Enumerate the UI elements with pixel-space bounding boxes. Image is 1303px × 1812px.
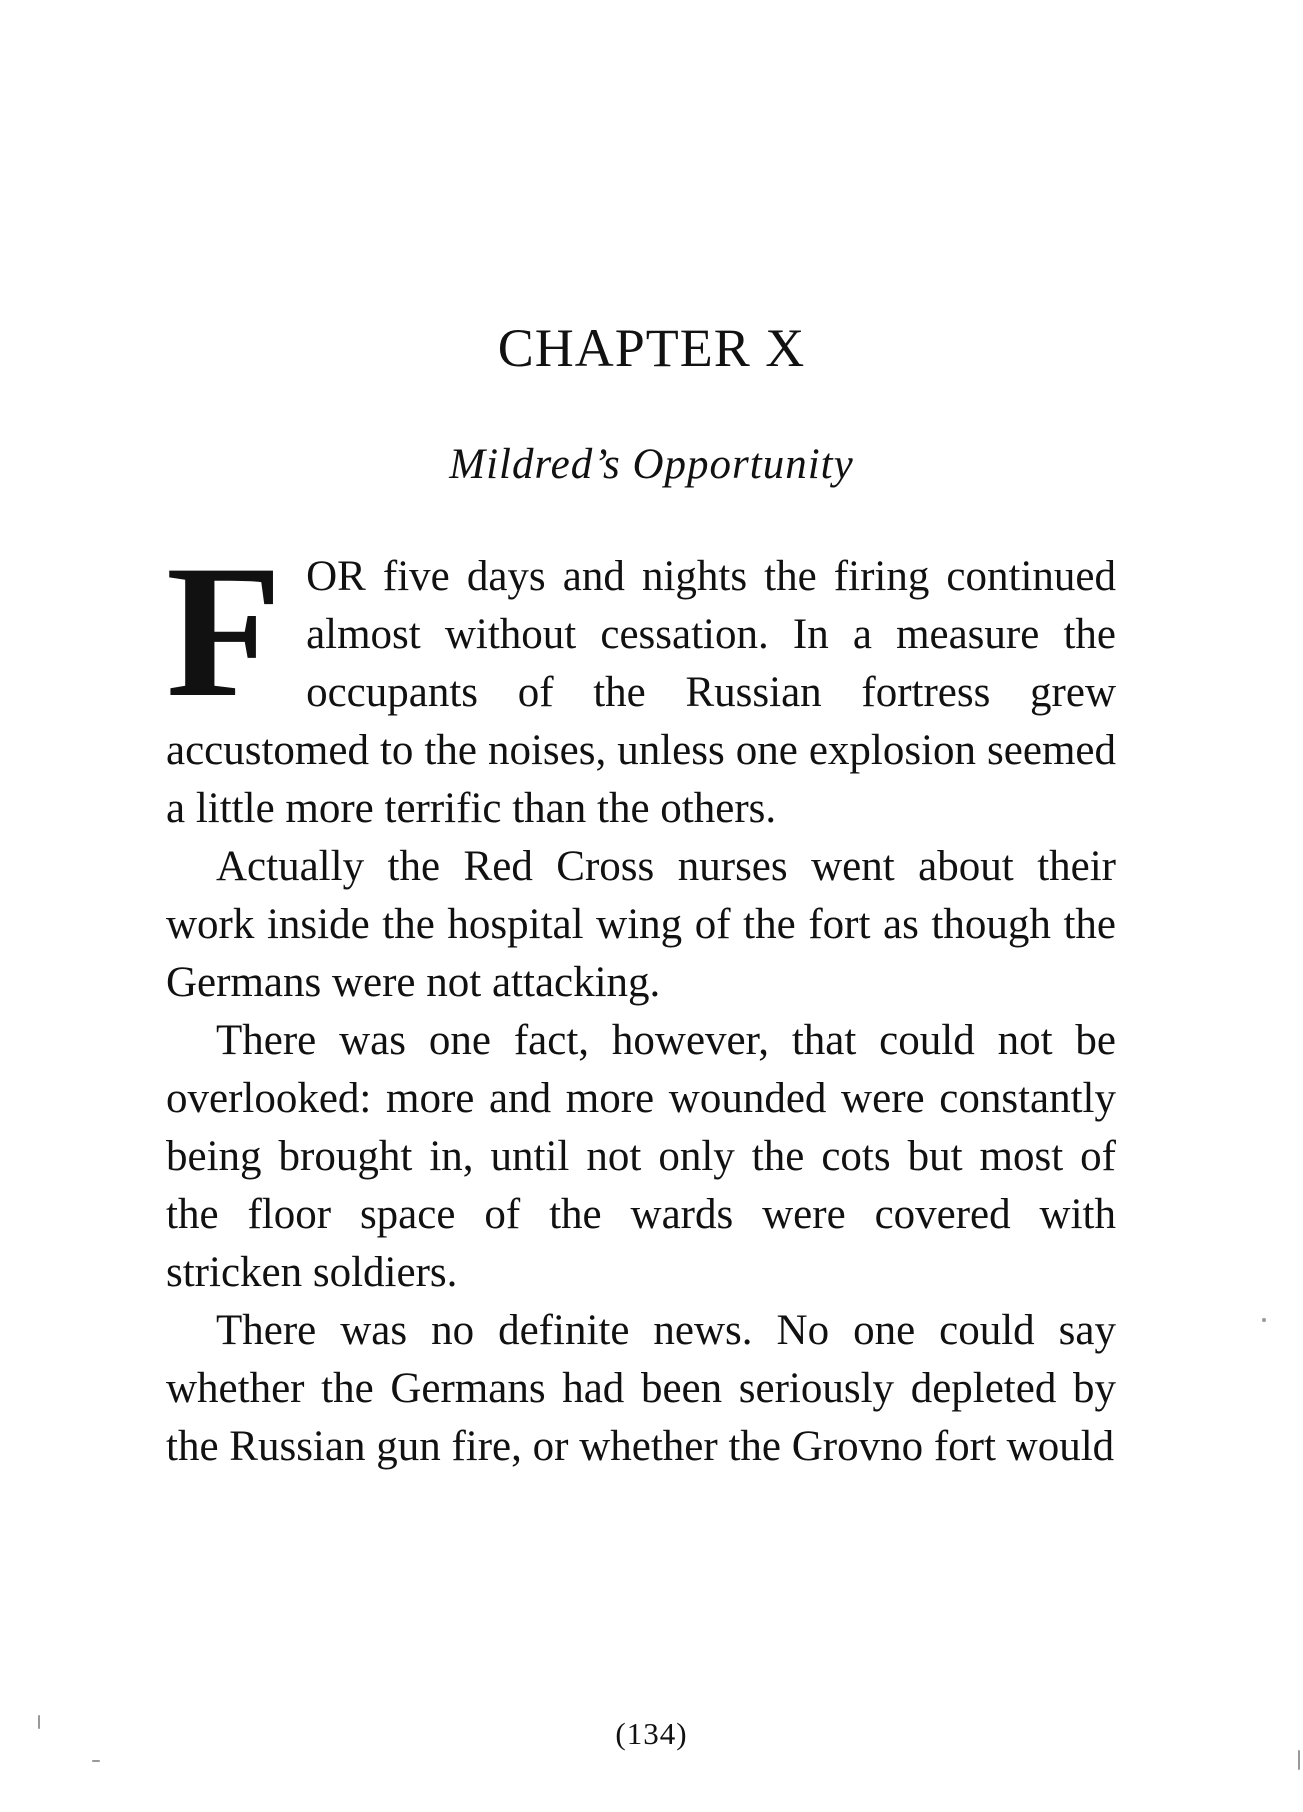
- chapter-subtitle: Mildred’s Opportunity: [449, 441, 854, 488]
- paragraph-1: [166, 527, 1116, 838]
- paragraph-4: There was no definite news. No one could say whether the Germans had been seriously depleted by the Russian gun fire, or whether the Grovno fort would: [166, 1307, 1116, 1470]
- page-number: (134): [615, 1716, 688, 1751]
- paragraph-1-text: OR five days and nights the firing continued almost without cessation. In a measure the occupants of the Russian fortress grew accustomed to the noises, unless one explosion seemed a little more terrific than the others.: [166, 553, 1116, 832]
- paragraph-2: Actually the Red Cross nurses went about their work inside the hospital wing of the fort as though the Germans were not attacking.: [166, 843, 1116, 1006]
- drop-cap: F: [166, 527, 283, 737]
- chapter-body: [166, 527, 1116, 1476]
- scan-speck: [1298, 1750, 1300, 1770]
- paragraph-3: There was one fact, however, that could not be overlooked: more and more wounded were constantly being brought in, until not only the cots but most of the floor space of the wards were covered with stricken soldiers.: [166, 1017, 1116, 1296]
- scan-speck: [92, 1760, 100, 1762]
- scan-speck: [1262, 1318, 1266, 1322]
- chapter-heading: CHAPTER X: [497, 318, 806, 378]
- scan-speck: [38, 1715, 40, 1729]
